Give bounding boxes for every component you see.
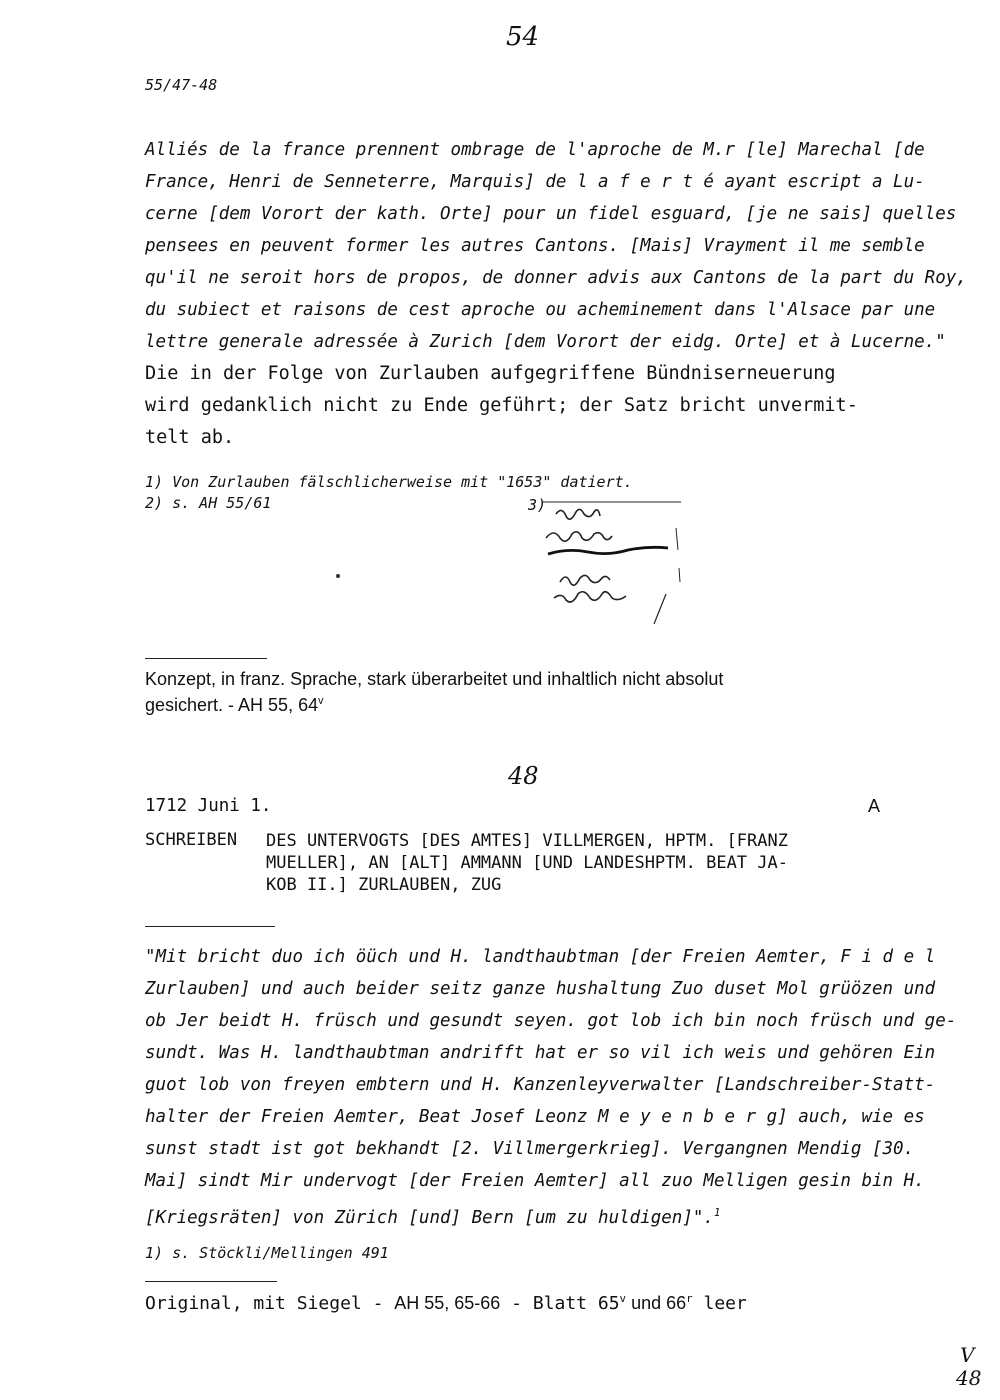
original-note: Original, mit Siegel - AH 55, 65-66 - Blatt 65$^v$ und 66$^r$ leer (145, 1292, 747, 1314)
text-line: guot lob von freyen embtern und H. Kanzenleyverwalter [Landschreiber-Statt- (145, 1075, 936, 1095)
text-line: wird gedanklich nicht zu Ende geführt; der Satz bricht unvermit- (145, 395, 858, 416)
footnote-b1: 1) s. Stöckli/Mellingen 491 (145, 1244, 389, 1262)
text-line: qu'il ne seroit hors de propos, de donner advis aux Cantons de la part du Roy, (145, 268, 967, 288)
divider (145, 1281, 277, 1282)
document-reference: 55/47-48 (145, 76, 218, 94)
text-line: Zurlauben] und auch beider seitz ganze hushaltung Zuo duset Mol grüözen und (145, 979, 936, 999)
text-line: telt ab. (145, 427, 235, 448)
document-date: 1712 Juni 1. (145, 796, 272, 816)
text-line: "Mit bricht duo ich öüch und H. landthaubtman [der Freien Aemter, F i d e l (145, 947, 936, 967)
stray-mark (336, 574, 340, 578)
margin-mark: 48 (956, 1366, 982, 1390)
footnote-ref: 1 (713, 1207, 721, 1219)
handwritten-signature-image (536, 498, 686, 628)
text-line: Konzept, in franz. Sprache, stark überarbeitet und inhaltlich nicht absolut (145, 669, 724, 689)
text-line: sunst stadt ist got bekhandt [2. Villmergerkrieg]. Vergangnen Mendig [30. (145, 1139, 915, 1159)
text-line: lettre generale adressée à Zurich [dem Vorort der eidg. Orte] et à Lucerne." (145, 332, 946, 352)
text-line: Die in der Folge von Zurlauben aufgegriffene Bündniserneuerung (145, 363, 836, 384)
text-line: ob Jer beidt H. früsch und gesundt seyen. got lob ich bin noch früsch und ge- (145, 1011, 957, 1031)
text-line: France, Henri de Senneterre, Marquis] de l a f e r t é ayant escript a Lu- (145, 172, 925, 192)
text-line: gesichert. - AH 55, 64$^v$ (145, 695, 324, 715)
text-line: halter der Freien Aemter, Beat Josef Leonz M e y e n b e r g] auch, wie es (145, 1107, 925, 1127)
text-line: cerne [dem Vorort der kath. Orte] pour un fidel esguard, [je ne sais] quelles (145, 204, 957, 224)
text-line: Mai] sindt Mir undervogt [der Freien Aemter] all zuo Melligen gesin bin H. (145, 1171, 925, 1191)
paragraph-letter-quote (145, 941, 957, 1234)
document-number: 48 (508, 762, 539, 790)
divider (145, 658, 267, 659)
konzept-note (145, 668, 925, 716)
footnote-2: 2) s. AH 55/61 (145, 494, 272, 512)
text-line: [Kriegsräten] von Zürich [und] Bern [um zu huldigen]".$^1$ (145, 1207, 721, 1228)
footnote-1: 1) Von Zurlauben fälschlicherweise mit "1653" datiert. (145, 473, 633, 491)
page-number: 54 (506, 22, 540, 52)
text-line: pensees en peuvent former les autres Cantons. [Mais] Vrayment il me semble (145, 236, 925, 256)
paragraph-commentary (145, 358, 925, 454)
paragraph-french-quote (145, 134, 967, 358)
margin-mark: V (960, 1343, 975, 1367)
text-line: DES UNTERVOGTS [DES AMTES] VILLMERGEN, HPTM. [FRANZ (266, 831, 788, 851)
text-line: KOB II.] ZURLAUBEN, ZUG (266, 875, 502, 895)
text-line: sundt. Was H. landthaubtman andrifft hat er so vil ich weis und gehören Ein (145, 1043, 936, 1063)
text-line: MUELLER], AN [ALT] AMMANN [UND LANDESHPTM. BEAT JA- (266, 853, 788, 873)
divider (145, 926, 275, 927)
title-label: SCHREIBEN (145, 830, 238, 850)
text-line: du subiect et raisons de cest aproche ou acheminement dans l'Alsace par une (145, 300, 936, 320)
document-title (266, 830, 906, 896)
superscript: v (318, 695, 324, 707)
text-line: Alliés de la france prennent ombrage de l'aproche de M.r [le] Marechal [de (145, 140, 925, 160)
footnote-3-marker: 3) (528, 496, 547, 514)
document-grade: A (868, 796, 881, 816)
